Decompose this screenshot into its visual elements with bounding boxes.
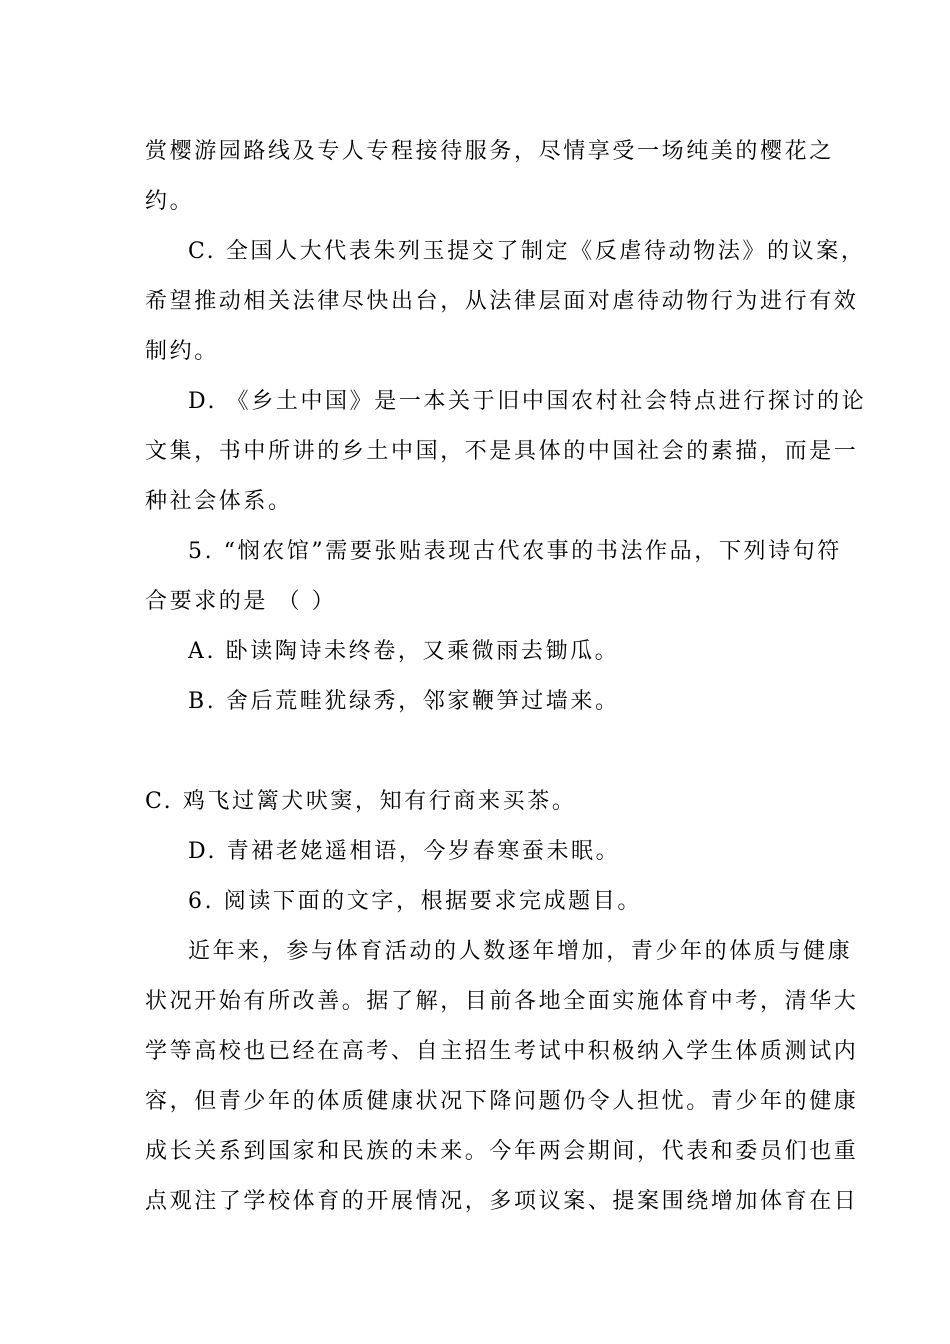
passage-line: 状况开始有所改善。据了解，目前各地全面实施体育中考，清华大 [145, 989, 859, 1014]
passage-line: 学等高校也已经在高考、自主招生考试中积极纳入学生体质测试内 [145, 1039, 859, 1064]
option-c-text: C. 全国人大代表朱列玉提交了制定《反虐待动物法》的议案， [188, 239, 866, 264]
text-line: 希望推动相关法律尽快出台，从法律层面对虐待动物行为进行有效 [145, 289, 859, 314]
passage-line: 成长关系到国家和民族的未来。今年两会期间，代表和委员们也重 [145, 1139, 859, 1164]
text-line: 赏樱游园路线及专人专程接待服务，尽情享受一场纯美的樱花之 [145, 139, 834, 164]
option-c: C. 鸡飞过篱犬吠窦，知有行商来买茶。 [145, 789, 577, 814]
option-b: B. 舍后荒畦犹绿秀，邻家鞭笋过墙来。 [188, 689, 620, 714]
option-a: A. 卧读陶诗未终卷，又乘微雨去锄瓜。 [188, 639, 620, 664]
option-d-text: D. 《乡土中国》是一本关于旧中国农村社会特点进行探讨的论 [188, 389, 867, 414]
question-6: 6. 阅读下面的文字，根据要求完成题目。 [188, 889, 642, 914]
text-line: 制约。 [145, 339, 219, 364]
text-line: 文集，书中所讲的乡土中国，不是具体的中国社会的素描，而是一 [145, 439, 859, 464]
passage-line: 容，但青少年的体质健康状况下降问题仍令人担忧。青少年的健康 [145, 1089, 859, 1114]
passage-line: 点观注了学校体育的开展情况，多项议案、提案围绕增加体育在日 [145, 1189, 859, 1214]
text-line: 种社会体系。 [145, 489, 293, 514]
option-d: D. 青裙老姥遥相语，今岁春寒蚕未眠。 [188, 839, 621, 864]
passage-line: 近年来，参与体育活动的人数逐年增加，青少年的体质与健康 [188, 939, 853, 964]
text-line: 合要求的是 （ ） [145, 589, 337, 614]
question-5: 5. “悯农馆”需要张贴表现古代农事的书法作品，下列诗句符 [188, 539, 842, 564]
text-line: 约。 [145, 189, 195, 214]
